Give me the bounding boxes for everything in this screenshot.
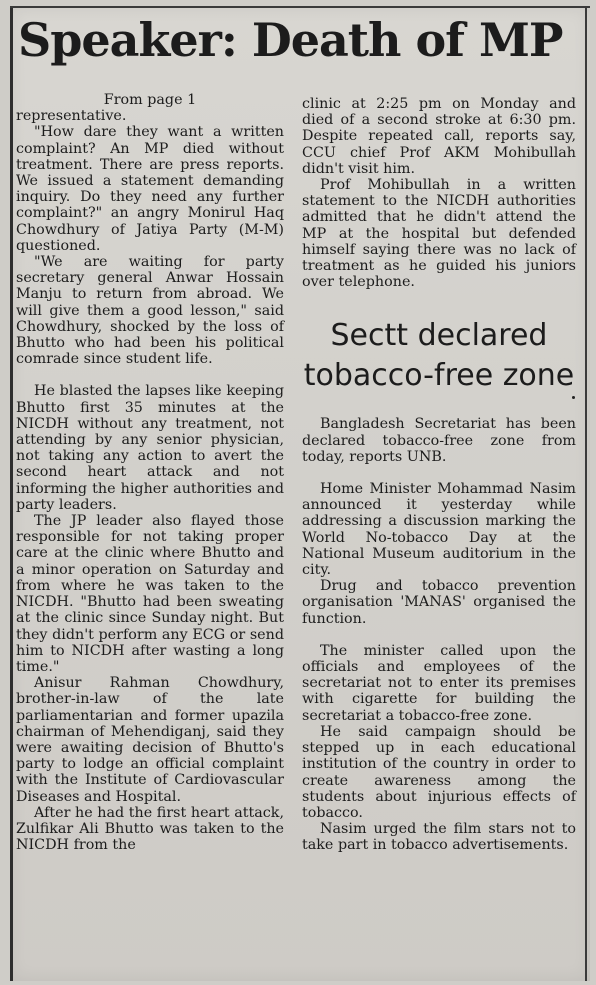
column-rule-left xyxy=(10,6,13,981)
paragraph: After he had the first heart attack, Zulfikar Ali Bhutto was taken to the NICDH from the xyxy=(16,804,284,854)
paragraph: He blasted the lapses like keeping Bhutto first 35 minutes at the NICDH without any treatment, not attending by any senior physician, not taking any action to avert the second heart attack and not informing the higher authorities and party leaders. xyxy=(16,383,284,513)
continuation-note: From page 1 xyxy=(103,92,197,108)
paragraph: clinic at 2:25 pm on Monday and died of a second stroke at 6:30 pm. Despite repeated call, reports say, CCU chief Prof AKM Mohibullah didn't visit him. xyxy=(302,96,576,177)
paragraph: Anisur Rahman Chowdhury, brother-in-law of the late parliamentarian and former upazila chairman of Mehendiganj, said they were awaiting decision of Bhutto's party to lodge an official complaint with the Institute of Cardiovascular Diseases and Hospital. xyxy=(16,675,284,805)
paragraph: Bangladesh Secretariat has been declared tobacco-free zone from today, reports UNB. xyxy=(302,416,576,465)
left-column xyxy=(16,92,284,853)
sub-headline: Sectt declared tobacco-free zone xyxy=(303,318,575,394)
paragraph: The JP leader also flayed those responsible for not taking proper care at the clinic where Bhutto and a minor operation on Saturday and from where he was taken to the NICDH. "Bhutto had been sweating at the clinic since Sunday night. But they didn't perform any ECG or send him to NICDH after wasting a long time." xyxy=(16,513,284,675)
article-headline: Speaker: Death of MP xyxy=(18,13,563,67)
column-rule-top xyxy=(10,6,590,8)
paragraph: He said campaign should be stepped up in each educational institution of the country in order to create awareness among the students about injurious effects of tobacco. xyxy=(302,723,576,821)
paragraph: "We are waiting for party secretary general Anwar Hossain Manju to return from abroad. We will give them a good lesson," said Chowdhury, shocked by the loss of Bhutto who had been his political comrade since student life. xyxy=(16,254,284,368)
paragraph: "How dare they want a written complaint? An MP died without treatment. There are press reports. We issued a statement demanding inquiry. Do they need any further complaint?" an angry Monirul Haq Chowdhury of Jatiya Party (M-M) questioned. xyxy=(16,124,284,254)
print-speck xyxy=(572,396,575,399)
paragraph: Drug and tobacco prevention organisation 'MANAS' organised the function. xyxy=(302,578,576,627)
paragraph: Home Minister Mohammad Nasim announced it yesterday while addressing a discussion marking the World No-tobacco Day at the National Museum auditorium in the city. xyxy=(302,481,576,579)
right-column xyxy=(302,96,576,854)
paragraph: representative. xyxy=(16,108,127,125)
paragraph: The minister called upon the officials and employees of the secretariat not to enter its premises with cigarette for building the secretariat a tobacco-free zone. xyxy=(302,642,576,724)
column-rule-right xyxy=(585,6,587,981)
paragraph: Prof Mohibullah in a written statement to the NICDH authorities admitted that he didn't attend the MP at the hospital but defended himself saying there was no lack of treatment as he guided his juniors over telephone. xyxy=(302,177,576,291)
paragraph: Nasim urged the film stars not to take part in tobacco advertisements. xyxy=(302,821,576,854)
